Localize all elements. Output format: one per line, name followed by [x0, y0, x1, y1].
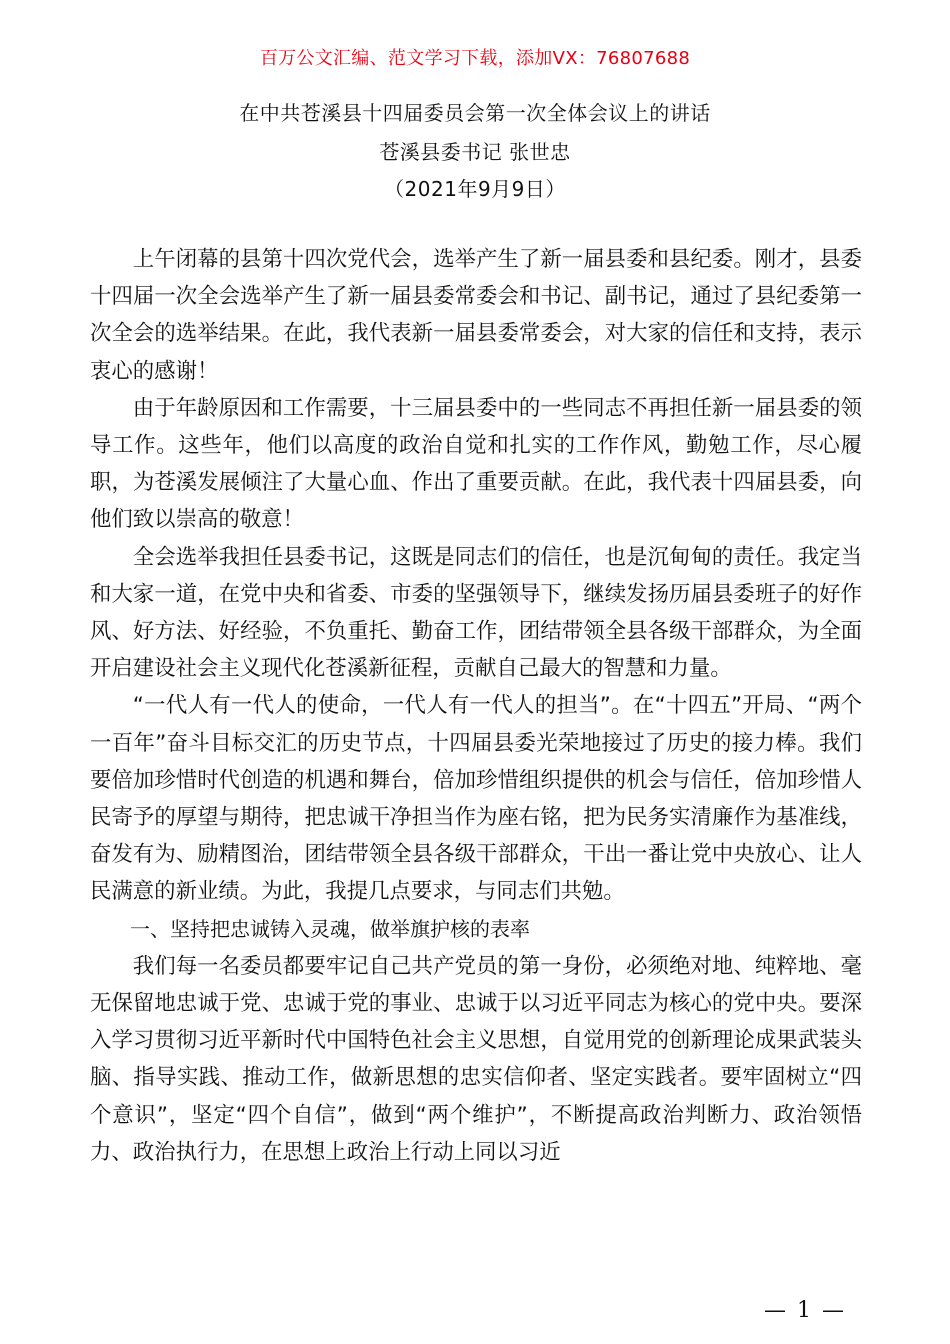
- paragraph-opening: 上午闭幕的县第十四次党代会，选举产生了新一届县委和县纪委。刚才，县委十四届一次全会选举产生了新一届县委常委会和书记、副书记，通过了县纪委第一次全会的选举结果。在此，我代表新一届县委常委会，对大家的信任和支持，表示衷心的感谢！: [90, 247, 862, 384]
- speech-date: （2021年9月9日）: [384, 177, 566, 201]
- speech-body: [90, 241, 862, 1171]
- page-number: — 1 —: [764, 1298, 846, 1323]
- speaker-line: 苍溪县委书记 张世忠: [379, 140, 571, 164]
- paragraph-responsibility: 全会选举我担任县委书记，这既是同志们的信任，也是沉甸甸的责任。我定当和大家一道，在党中央和省委、市委的坚强领导下，继续发扬历届县委班子的好作风、好方法、好经验，不负重托、勤奋工作，团结带领全县各级干部群众，为全面开启建设社会主义现代化苍溪新征程，贡献自己最大的智慧和力量。: [90, 544, 862, 682]
- paragraph-mission: “一代人有一代人的使命，一代人有一代人的担当”。在“十四五”开局、“两个一百年”奋斗目标交汇的历史节点，十四届县委光荣地接过了历史的接力棒。我们要倍加珍惜时代创造的机遇和舞台，倍加珍惜组织提供的机会与信任，倍加珍惜人民寄予的厚望与期待，把忠诚干净担当作为座右铭，把为民务实清廉作为基准线，奋发有为、励精图治，团结带领全县各级干部群众，干出一番让党中央放心、让人民满意的新业绩。为此，我提几点要求，与同志们共勉。: [90, 693, 862, 905]
- section-heading: 一、坚持把忠诚铸入灵魂，做举旗护核的表率: [130, 916, 530, 941]
- promo-banner: 百万公文汇编、范文学习下载，添加VX：76807688: [259, 48, 691, 69]
- speech-title: 在中共苍溪县十四届委员会第一次全体会议上的讲话: [239, 101, 711, 125]
- paragraph-loyalty: 我们每一名委员都要牢记自己共产党员的第一身份，必须绝对地、纯粹地、毫无保留地忠诚于党、忠诚于党的事业、忠诚于以习近平同志为核心的党中央。要深入学习贯彻习近平新时代中国特色社会主义思想，自觉用党的创新理论成果武装头脑、指导实践、推动工作，做新思想的忠实信仰者、坚定实践者。要牢固树立“四个意识”，坚定“四个自信”，做到“两个维护”，不断提高政治判断力、政治领悟力、政治执行力，在思想上政治上行动上同以习近: [90, 953, 862, 1165]
- paragraph-tribute: 由于年龄原因和工作需要，十三届县委中的一些同志不再担任新一届县委的领导工作。这些年，他们以高度的政治自觉和扎实的工作作风，勤勉工作，尽心履职，为苍溪发展倾注了大量心血、作出了重要贡献。在此，我代表十四届县委，向他们致以崇高的敬意！: [90, 395, 862, 533]
